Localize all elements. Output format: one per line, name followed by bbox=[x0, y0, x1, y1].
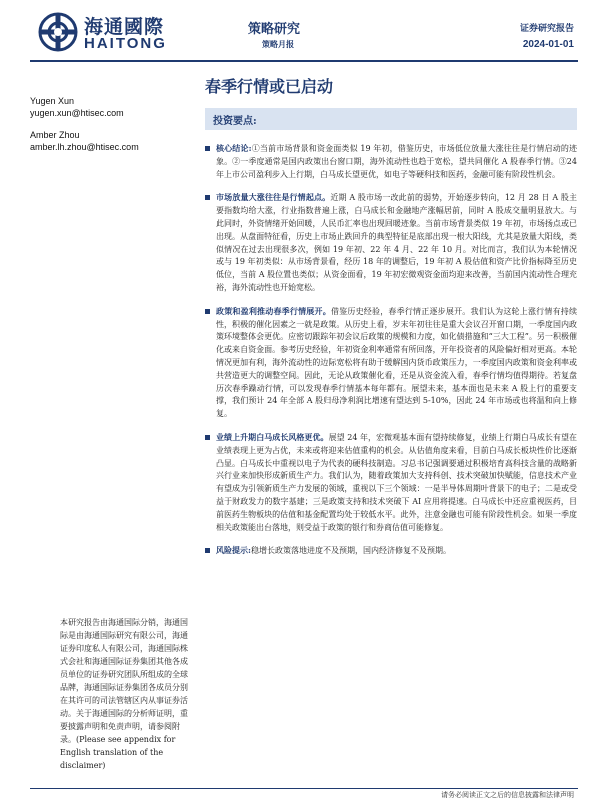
author-email-link[interactable]: amber.lh.zhou@htisec.com bbox=[30, 142, 139, 152]
bullet-lead: 政策和盈利推动春季行情展开。 bbox=[216, 305, 331, 316]
summary-bullet bbox=[205, 431, 577, 534]
author-name: Amber Zhou bbox=[30, 130, 80, 140]
summary-bullet bbox=[205, 191, 577, 294]
summary-bullet bbox=[205, 544, 577, 558]
doc-type-label: 策略研究 bbox=[248, 22, 301, 37]
bullet-lead: 业绩上升期白马成长风格更优。 bbox=[216, 431, 329, 442]
logo-english-text: HAITONG bbox=[84, 35, 167, 52]
bullet-text: 展望 24 年，宏微观基本面有望持续修复，业绩上行期白马成长有望在业绩表现上更为占优，未来或将迎来估值重构的机会。从估值角度来看，目前白马成长板块性价比逐渐凸显。白马成长中重视以电子为代表的硬科技制造。习总书记强调要通过积极培育高科技含量的战略新兴行业来加快形成新质生产力。我们认为，随着政策加大支持科创、技术突破加快赋能，信息技术产业有望成为引领新质生产力发展的领域，重视以下三个领域：一是半导体周期叶背景下的电子；二是或受益于财政发力的数字基建；三是政策支持和技术突破下 AI 应用将提速。白马成长中还应重视医药，目前医药生物板块的估值和基金配置均处于较低水平。此外，注意金融也可能有阶段性机会。如果一季度相关政策能出台落地，则受益于政策的银行和券商估值可能修复。 bbox=[216, 432, 578, 532]
bullet-text: ①当前市场背景和资金面类似 19 年初，借鉴历史，市场低位放量大涨往往是行情启动的迹象。②一季度通常是国内政策出台窗口期，海外流动性也趋于宽松，望共同催化 A 股春季行情。③24 年上市公司盈利步入上行期，白马成长望更优，如电子等硬科技和医药，金融可能有阶段性机会。 bbox=[216, 144, 578, 179]
author-email-link[interactable]: yugen.xun@htisec.com bbox=[30, 108, 124, 118]
summary-bullet bbox=[205, 142, 577, 181]
bullet-text: 稳增长政策落地进度不及预期，国内经济修复不及预期。 bbox=[250, 546, 451, 556]
header-divider bbox=[30, 60, 578, 62]
footer-divider bbox=[30, 788, 578, 789]
bullet-text: 借鉴历史经验，春季行情正逐步展开。我们认为这轮上涨行情有持续性，积极的催化因素之一就是政策。从历史上看，岁末年初往往是重大会议召开窗口期，一季度国内政策环境整体会更优。应密切跟踪年初会议后政策的规模和力度，如化债措施和“三大工程”。另一积极催化或来自资金面。参考历史经验，年初资金利率通常有所回落，开年投资者的风险偏好相对更高。本轮情况更加有利，海外流动性的边际宽松将有助于缓解国内货币政策压力，一季度国内政策和资金利率或共营造更大的调整空间。因此，无论从政策催化看，还是从资金流入看，春季行情均值得期待。若复盘历次春季躁动行情，可以发现春季行情基本每年都有。展望未来，基本面也是未来 A 股上行的重要支撑，我们预计 24 年全部 A 股归母净利润比增速有望达到 5-10%，因此 24 年市场或也将温和向上修复。 bbox=[216, 306, 578, 419]
summary-bullets bbox=[205, 142, 577, 568]
author-name: Yugen Xun bbox=[30, 96, 75, 106]
logo-chinese-text: 海通國際 bbox=[84, 16, 165, 38]
author-list bbox=[30, 95, 195, 163]
haitong-logo-icon bbox=[38, 12, 78, 52]
bullet-square-icon bbox=[205, 309, 210, 314]
distribution-disclaimer: 本研究报告由海通国际分销，海通国际是由海通国际研究有限公司，海通证券印度私人有限公司，海通国际株式会社和海通国际证券集团其他各成员单位的证券研究团队所组成的全球品牌，海通国际证券集团各成员分别在其许可的司法管辖区内从事证券活动。关于海通国际的分析师证明，重要披露声明和免责声明，请参阅附录。(Please see appendix for English translation of the disclaimer) bbox=[60, 618, 188, 770]
author-entry bbox=[30, 95, 195, 119]
bullet-lead: 核心结论: bbox=[216, 143, 252, 153]
bullet-lead: 市场放量大涨往往是行情起点。 bbox=[216, 192, 331, 203]
summary-bullet bbox=[205, 305, 577, 421]
page-header bbox=[0, 0, 600, 60]
report-date: 2024-01-01 bbox=[522, 39, 574, 50]
author-entry bbox=[30, 129, 195, 153]
bullet-lead: 风险提示: bbox=[216, 545, 251, 556]
report-title: 春季行情或已启动 bbox=[205, 77, 334, 96]
haitong-logo bbox=[38, 10, 188, 54]
doc-subtype-label: 策略月报 bbox=[262, 39, 294, 49]
summary-heading: 投资要点: bbox=[213, 116, 257, 127]
bullet-square-icon bbox=[205, 195, 210, 200]
summary-heading-bar bbox=[205, 108, 577, 130]
footer-disclaimer: 请务必阅读正文之后的信息披露和法律声明 bbox=[441, 791, 574, 799]
bullet-square-icon bbox=[205, 146, 210, 151]
bullet-square-icon bbox=[205, 435, 210, 440]
report-type-label: 证券研究报告 bbox=[519, 24, 574, 34]
bullet-text: 近期 A 股市场一改此前的弱势，开始逐步转向，12 月 28 日 A 股主要指数均给大涨，行业指数普遍上涨，白马成长和金融地产涨幅居前，同时 A 股成交量明显放大。与此同时，外资情绪开始回暖，人民币汇率也出现回暖迹象。当前市场背景类似 19 年初，市场扬点或已出现。从盘面特征看，历史上市场止跌回升的典型特征是底部出现一根大阳线，尤其是放量大阳线，类似情况在过去出现很多次，例如 19 年初、22 年 4 月、22 年 10 月。对比而言，我们认为本轮情况或与 19 年初类似：从市场背景看，经历 18 年的调整后，19 年初 A 股估值和资产比价指标降至历史低位，当前 A 股位置也类似；从资金面看，19 年初宏微观资金面均迎来改善，当前国内流动性合理充裕，海外流动性也开始宽松。 bbox=[216, 193, 578, 292]
bullet-square-icon bbox=[205, 548, 210, 553]
